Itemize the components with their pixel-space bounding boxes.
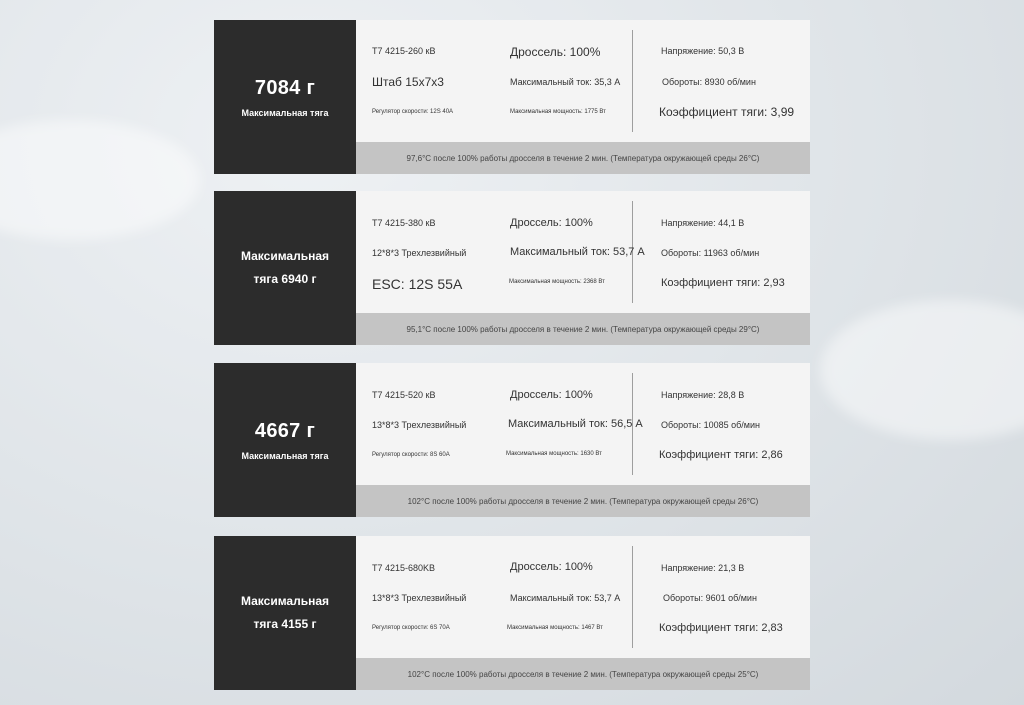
divider — [632, 546, 633, 648]
thrust-label: Максимальная — [240, 594, 330, 608]
divider — [632, 30, 633, 132]
thrust-panel — [214, 20, 356, 174]
temperature-note: 97,6°C после 100% работы дросселя в течение 2 мин. (Температура окружающей среды 26°C) — [356, 142, 810, 174]
max-current: Максимальный ток: 53,7 A — [510, 593, 621, 603]
thrust-label: Максимальная — [240, 249, 330, 263]
thrust-efficiency: Коэффициент тяги: 2,93 — [661, 277, 785, 289]
motor-card — [214, 536, 810, 690]
propeller: 13*8*3 Трехлезвийный — [372, 593, 467, 603]
rpm: Обороты: 9601 об/мин — [663, 593, 757, 603]
max-power: Максимальная мощность: 2368 Вт — [509, 279, 605, 285]
esc: Регулятор скорости: 8S 60A — [372, 452, 450, 458]
thrust-label: Максимальная тяга — [241, 450, 329, 461]
throttle: Дроссель: 100% — [510, 45, 601, 59]
max-current: Максимальный ток: 35,3 A — [510, 77, 621, 87]
voltage: Напряжение: 44,1 В — [661, 218, 745, 228]
specs — [356, 20, 810, 142]
propeller: Штаб 15x7x3 — [372, 75, 444, 89]
motor-card — [214, 20, 810, 174]
thrust-efficiency: Коэффициент тяги: 2,86 — [659, 449, 783, 461]
esc: Регулятор скорости: 6S 70A — [372, 625, 450, 631]
max-power: Максимальная мощность: 1775 Вт — [510, 109, 606, 115]
motor-card — [214, 191, 810, 345]
specs — [356, 191, 810, 313]
rpm: Обороты: 11963 об/мин — [661, 248, 760, 258]
propeller: 12*8*3 Трехлезвийный — [372, 248, 467, 258]
thrust-efficiency: Коэффициент тяги: 2,83 — [659, 622, 783, 634]
specs — [356, 536, 810, 658]
temperature-note: 102°C после 100% работы дросселя в течение 2 мин. (Температура окружающей среды 26°C) — [356, 485, 810, 517]
motor-model: T7 4215-380 кВ — [372, 218, 436, 228]
voltage: Напряжение: 28,8 В — [661, 390, 745, 400]
rpm: Обороты: 8930 об/мин — [662, 77, 756, 87]
background-blur — [820, 300, 1024, 440]
motor-model: T7 4215-520 кВ — [372, 390, 436, 400]
specs — [356, 363, 810, 485]
thrust-panel — [214, 191, 356, 345]
throttle: Дроссель: 100% — [510, 561, 593, 573]
throttle: Дроссель: 100% — [510, 389, 593, 401]
thrust-label: Максимальная тяга — [241, 107, 329, 118]
thrust-value: 7084 г — [254, 76, 316, 99]
thrust-value: тяга 6940 г — [253, 272, 317, 286]
temperature-note: 95,1°C после 100% работы дросселя в течение 2 мин. (Температура окружающей среды 29°C) — [356, 313, 810, 345]
thrust-efficiency: Коэффициент тяги: 3,99 — [659, 105, 795, 119]
voltage: Напряжение: 21,3 В — [661, 563, 745, 573]
rpm: Обороты: 10085 об/мин — [661, 420, 760, 430]
throttle: Дроссель: 100% — [510, 217, 593, 229]
thrust-panel — [214, 363, 356, 517]
propeller: 13*8*3 Трехлезвийный — [372, 420, 467, 430]
esc: Регулятор скорости: 12S 40A — [372, 109, 454, 115]
temperature-note: 102°C после 100% работы дросселя в течение 2 мин. (Температура окружающей среды 25°C) — [356, 658, 810, 690]
thrust-value: 4667 г — [254, 419, 316, 442]
motor-model: T7 4215-680KB — [372, 563, 436, 573]
max-power: Максимальная мощность: 1630 Вт — [506, 451, 602, 457]
motor-card — [214, 363, 810, 517]
esc: ESC: 12S 55A — [372, 276, 463, 292]
max-current: Максимальный ток: 53,7 A — [510, 246, 645, 258]
motor-model: T7 4215-260 кВ — [372, 46, 436, 56]
thrust-value: тяга 4155 г — [253, 617, 317, 631]
max-power: Максимальная мощность: 1467 Вт — [507, 625, 603, 631]
thrust-panel — [214, 536, 356, 690]
max-current: Максимальный ток: 56,5 A — [508, 418, 643, 430]
voltage: Напряжение: 50,3 В — [661, 46, 745, 56]
background-blur — [0, 120, 200, 240]
